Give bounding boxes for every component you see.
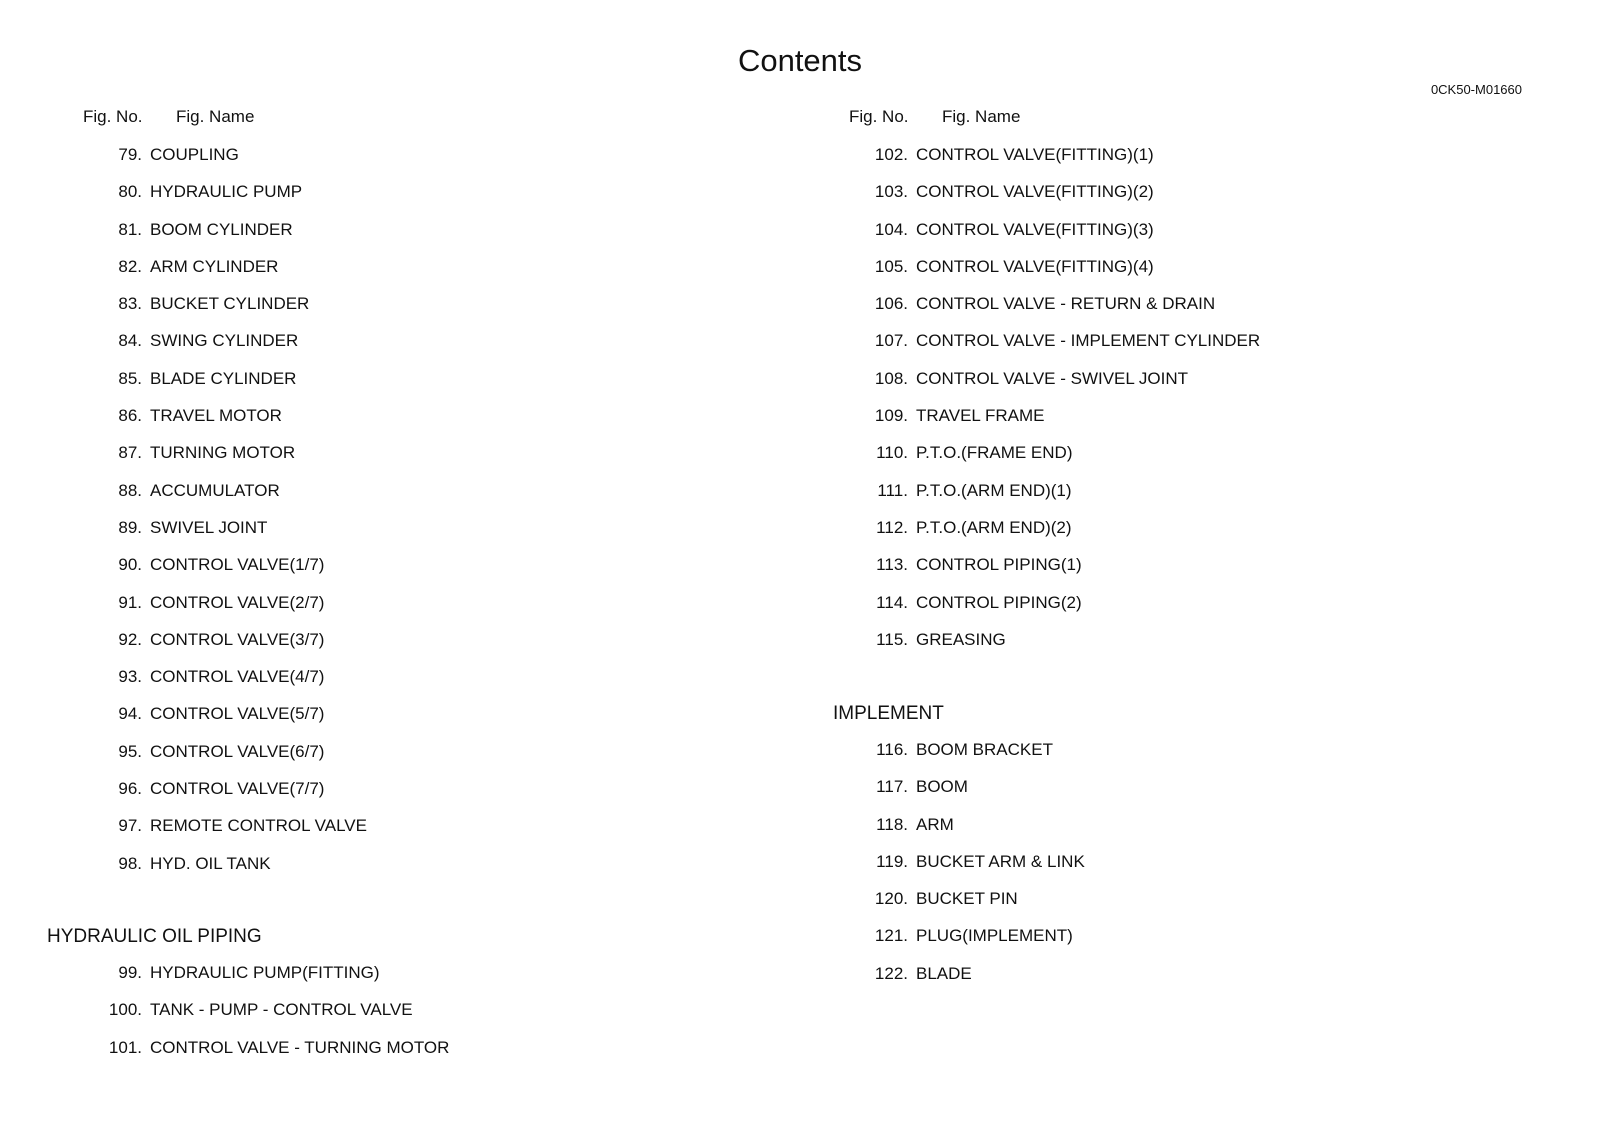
list-item	[0, 220, 600, 257]
list-item	[766, 257, 1366, 294]
list-item	[766, 630, 1366, 667]
figure-number: 102.	[874, 145, 908, 164]
section-title: HYDRAULIC OIL PIPING	[47, 926, 262, 947]
list-item	[0, 854, 600, 891]
page-title: Contents	[737, 43, 863, 78]
section-title: IMPLEMENT	[833, 703, 944, 724]
figure-name: BLADE	[916, 963, 972, 983]
figure-name: GREASING	[916, 629, 1006, 649]
figure-number: 98.	[118, 853, 142, 873]
list-item	[0, 704, 600, 741]
fig-name-header: Fig. Name	[942, 107, 1021, 126]
list-item	[766, 331, 1366, 368]
list-item	[766, 481, 1366, 518]
figure-number: 82.	[118, 256, 142, 276]
figure-name: CONTROL VALVE - TURNING MOTOR	[150, 1037, 450, 1057]
figure-name: BOOM	[916, 777, 968, 797]
figure-number: 87.	[118, 443, 142, 463]
figure-number: 116.	[876, 740, 908, 759]
figure-name: CONTROL VALVE(5/7)	[150, 704, 325, 724]
figure-name: CONTROL VALVE(3/7)	[150, 629, 325, 649]
figure-number: 86.	[118, 406, 142, 426]
list-item	[0, 182, 600, 219]
list-item	[0, 257, 600, 294]
list-item	[0, 1038, 600, 1075]
fig-no-header: Fig. No.	[849, 107, 909, 126]
figure-name: P.T.O.(ARM END)(2)	[916, 517, 1072, 537]
figure-number: 104.	[874, 219, 908, 239]
list-item	[766, 740, 1366, 777]
list-item	[766, 889, 1366, 926]
list-item	[766, 182, 1366, 219]
figure-list	[766, 145, 1366, 667]
list-item	[0, 443, 600, 480]
figure-name: CONTROL VALVE(2/7)	[150, 592, 325, 612]
figure-number: 84.	[118, 331, 142, 351]
figure-number: 88.	[118, 480, 142, 500]
figure-name: ACCUMULATOR	[150, 480, 280, 500]
figure-number: 121.	[874, 926, 908, 946]
figure-number: 113.	[876, 555, 908, 575]
figure-name: BOOM CYLINDER	[150, 219, 293, 239]
figure-name: CONTROL VALVE(FITTING)(4)	[916, 256, 1154, 276]
figure-name: SWING CYLINDER	[150, 331, 299, 351]
figure-name: REMOTE CONTROL VALVE	[150, 816, 367, 836]
figure-number: 120.	[874, 889, 908, 909]
figure-name: BLADE CYLINDER	[150, 368, 297, 388]
figure-name: HYD. OIL TANK	[150, 853, 271, 873]
list-item	[0, 145, 600, 182]
figure-name: CONTROL PIPING(1)	[916, 555, 1082, 575]
list-item	[766, 593, 1366, 630]
list-item	[766, 964, 1366, 1001]
figure-name: CONTROL VALVE - IMPLEMENT CYLINDER	[916, 331, 1261, 351]
list-item	[0, 667, 600, 704]
figure-number: 97.	[118, 816, 142, 836]
figure-number: 89.	[118, 517, 142, 537]
figure-number: 122.	[874, 963, 908, 983]
figure-number: 114.	[876, 592, 908, 612]
figure-number: 100.	[108, 1000, 142, 1020]
list-item	[0, 481, 600, 518]
figure-name: COUPLING	[150, 145, 239, 164]
list-item	[0, 593, 600, 630]
figure-name: TRAVEL FRAME	[916, 406, 1045, 426]
figure-number: 101.	[108, 1037, 142, 1057]
list-item	[766, 294, 1366, 331]
list-item	[0, 816, 600, 853]
figure-number: 115.	[876, 629, 908, 649]
figure-name: TURNING MOTOR	[150, 443, 296, 463]
list-item	[766, 145, 1366, 182]
list-item	[766, 406, 1366, 443]
list-item	[766, 926, 1366, 963]
figure-number: 118.	[876, 814, 908, 834]
figure-number: 90.	[118, 555, 142, 575]
figure-number: 110.	[876, 443, 908, 463]
figure-name: CONTROL VALVE(1/7)	[150, 555, 325, 575]
list-item	[0, 779, 600, 816]
figure-number: 112.	[876, 517, 908, 537]
fig-name-header: Fig. Name	[176, 107, 255, 126]
figure-name: HYDRAULIC PUMP	[150, 182, 303, 202]
list-item	[0, 742, 600, 779]
figure-number: 117.	[876, 777, 908, 797]
figure-name: PLUG(IMPLEMENT)	[916, 926, 1073, 946]
figure-number: 119.	[876, 851, 908, 871]
figure-name: TRAVEL MOTOR	[150, 406, 282, 426]
figure-number: 93.	[118, 667, 142, 687]
figure-number: 96.	[118, 779, 142, 799]
figure-number: 85.	[118, 368, 142, 388]
figure-name: CONTROL VALVE(FITTING)(2)	[916, 182, 1154, 202]
figure-name: HYDRAULIC PUMP(FITTING)	[150, 963, 380, 982]
figure-number: 105.	[874, 256, 908, 276]
figure-number: 91.	[118, 592, 142, 612]
list-item	[766, 852, 1366, 889]
list-item	[0, 1000, 600, 1037]
figure-number: 99.	[118, 963, 142, 982]
list-item	[0, 555, 600, 592]
figure-name: CONTROL PIPING(2)	[916, 592, 1082, 612]
figure-number: 83.	[118, 294, 142, 314]
figure-name: ARM CYLINDER	[150, 256, 279, 276]
figure-name: ARM	[916, 814, 954, 834]
list-item	[766, 518, 1366, 555]
figure-name: SWIVEL JOINT	[150, 517, 268, 537]
list-item	[0, 406, 600, 443]
figure-name: TANK - PUMP - CONTROL VALVE	[150, 1000, 413, 1020]
figure-number: 94.	[118, 704, 142, 724]
list-item	[0, 630, 600, 667]
figure-list	[0, 145, 600, 891]
figure-number: 107.	[874, 331, 908, 351]
figure-number: 92.	[118, 629, 142, 649]
list-item	[766, 220, 1366, 257]
figure-number: 80.	[118, 182, 142, 202]
figure-list	[766, 740, 1366, 1001]
list-item	[0, 518, 600, 555]
figure-number: 103.	[874, 182, 908, 202]
figure-number: 109.	[874, 406, 908, 426]
figure-name: BUCKET PIN	[916, 889, 1018, 909]
figure-number: 79.	[118, 145, 142, 164]
figure-name: P.T.O.(ARM END)(1)	[916, 480, 1072, 500]
figure-number: 81.	[118, 219, 142, 239]
list-item	[766, 369, 1366, 406]
figure-name: CONTROL VALVE(6/7)	[150, 741, 325, 761]
list-item	[0, 963, 600, 1000]
list-item	[766, 815, 1366, 852]
list-item	[766, 443, 1366, 480]
figure-name: CONTROL VALVE - RETURN & DRAIN	[916, 294, 1216, 314]
figure-number: 108.	[874, 368, 908, 388]
figure-number: 95.	[118, 741, 142, 761]
figure-number: 106.	[874, 294, 908, 314]
fig-no-header: Fig. No.	[83, 107, 143, 126]
document-code: 0CK50-M01660	[1430, 82, 1522, 97]
figure-number: 111.	[877, 480, 908, 500]
figure-name: BOOM BRACKET	[916, 740, 1053, 759]
figure-name: CONTROL VALVE(FITTING)(3)	[916, 219, 1154, 239]
figure-name: CONTROL VALVE(4/7)	[150, 667, 325, 687]
list-item	[766, 777, 1366, 814]
figure-name: CONTROL VALVE - SWIVEL JOINT	[916, 368, 1189, 388]
list-item	[0, 369, 600, 406]
figure-name: CONTROL VALVE(FITTING)(1)	[916, 145, 1154, 164]
list-item	[0, 331, 600, 368]
figure-name: BUCKET CYLINDER	[150, 294, 310, 314]
list-item	[766, 555, 1366, 592]
figure-list	[0, 963, 600, 1075]
figure-name: BUCKET ARM & LINK	[916, 851, 1085, 871]
figure-name: CONTROL VALVE(7/7)	[150, 779, 325, 799]
list-item	[0, 294, 600, 331]
figure-name: P.T.O.(FRAME END)	[916, 443, 1073, 463]
